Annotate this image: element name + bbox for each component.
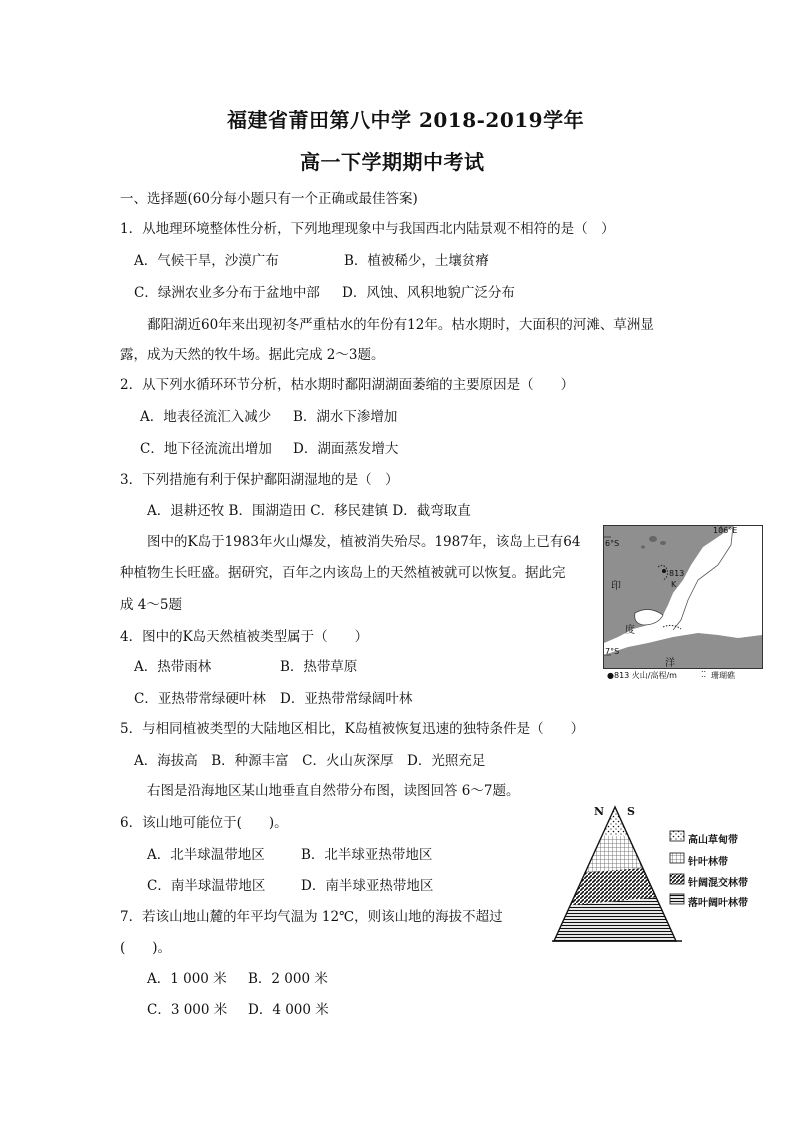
legend-coniferous-forest: 针叶林带 bbox=[688, 857, 728, 868]
question-2-option-c: C．地下径流流出增加 bbox=[140, 441, 272, 457]
question-3-options: A．退耕还牧 B．围湖造田 C．移民建镇 D．截弯取直 bbox=[147, 503, 471, 519]
question-4-option-d: D．亚热带常绿阔叶林 bbox=[280, 691, 413, 707]
map-legend-volcano: ●813 火山/高程/m bbox=[607, 671, 677, 680]
map-latitude-bottom: 7°S bbox=[605, 647, 620, 656]
map-longitude-label: 106°E bbox=[713, 526, 738, 535]
map-legend-reef-icon: ⁚⁚ bbox=[701, 670, 707, 679]
question-7-stem-2: ( )。 bbox=[120, 940, 172, 956]
question-7-option-d: D．4 000 米 bbox=[248, 1002, 329, 1018]
question-6-option-a: A．北半球温带地区 bbox=[147, 847, 265, 863]
page-title: 福建省莆田第八中学 2018-2019学年 bbox=[227, 108, 585, 132]
question-2-option-d: D．湖面蒸发增大 bbox=[293, 441, 399, 457]
map-latitude-top: 6°S bbox=[605, 539, 620, 548]
question-2-stem: 2．从下列水循环环节分析，枯水期时鄱阳湖湖面萎缩的主要原因是（ ） bbox=[120, 377, 575, 393]
question-6-option-b: B．北半球亚热带地区 bbox=[301, 847, 433, 863]
legend-deciduous-forest: 落叶阔叶林带 bbox=[688, 898, 748, 909]
question-6-stem: 6．该山地可能位于( )。 bbox=[120, 815, 288, 831]
question-2-option-a: A．地表径流汇入减少 bbox=[140, 409, 272, 425]
material-2-line-2: 种植物生长旺盛。据研究，百年之内该岛上的天然植被就可以恢复。据此完 bbox=[120, 565, 566, 581]
question-4-option-b: B．热带草原 bbox=[280, 659, 358, 675]
material-3: 右图是沿海地区某山地垂直自然带分布图，读图回答 6～7题。 bbox=[147, 783, 520, 799]
question-1-option-b: B．植被稀少，土壤贫瘠 bbox=[344, 253, 489, 269]
map-island-label: K bbox=[671, 580, 677, 589]
map-volcano-height: 813 bbox=[669, 569, 685, 578]
legend-alpine-meadow: 高山草甸带 bbox=[688, 835, 738, 846]
map-land-label-3: 洋 bbox=[665, 658, 675, 669]
question-7-option-c: C．3 000 米 bbox=[147, 1002, 228, 1018]
question-1-stem: 1．从地理环境整体性分析，下列地理现象中与我国西北内陆景观不相符的是（ ） bbox=[120, 221, 615, 237]
question-1-option-a: A．气候干旱，沙漠广布 bbox=[134, 253, 279, 269]
mountain-north-label: N bbox=[594, 805, 605, 818]
map-land-label-1: 印 bbox=[611, 581, 621, 592]
map-legend-reef: 珊瑚礁 bbox=[711, 671, 735, 680]
question-3-stem: 3．下列措施有利于保护鄱阳湖湿地的是（ ） bbox=[120, 472, 399, 488]
question-6-option-d: D．南半球亚热带地区 bbox=[301, 878, 434, 894]
k-island-map bbox=[603, 525, 763, 683]
material-2-line-1: 图中的K岛于1983年火山爆发，植被消失殆尽。1987年，该岛上已有64 bbox=[147, 534, 581, 550]
question-1-option-d: D．风蚀、风积地貌广泛分布 bbox=[342, 285, 515, 301]
section-heading: 一、选择题(60分每小题只有一个正确或最佳答案) bbox=[120, 191, 418, 207]
question-7-stem: 7．若该山地山麓的年平均气温为 12℃，则该山地的海拔不超过 bbox=[120, 909, 503, 925]
question-4-stem: 4．图中的K岛天然植被类型属于（ ） bbox=[120, 629, 369, 645]
map-graphic bbox=[603, 525, 763, 683]
material-1-line-2: 露，成为天然的牧牛场。据此完成 2～3题。 bbox=[120, 347, 385, 363]
question-7-option-b: B．2 000 米 bbox=[248, 971, 328, 987]
mountain-zonation-diagram bbox=[552, 795, 762, 945]
map-land-label-2: 度 bbox=[625, 625, 635, 636]
question-7-option-a: A．1 000 米 bbox=[147, 971, 227, 987]
material-2-line-3: 成 4～5题 bbox=[120, 597, 182, 613]
mountain-south-label: S bbox=[627, 805, 635, 818]
question-6-option-c: C．南半球温带地区 bbox=[147, 878, 266, 894]
page-subtitle: 高一下学期期中考试 bbox=[300, 150, 485, 174]
question-5-options: A．海拔高 B．种源丰富 C．火山灰深厚 D．光照充足 bbox=[134, 753, 486, 769]
question-2-option-b: B．湖水下渗增加 bbox=[293, 409, 398, 425]
mountain-graphic bbox=[552, 795, 762, 945]
question-5-stem: 5．与相同植被类型的大陆地区相比，K岛植被恢复迅速的独特条件是（ ） bbox=[120, 721, 585, 737]
question-4-option-a: A．热带雨林 bbox=[134, 659, 212, 675]
question-4-option-c: C．亚热带常绿硬叶林 bbox=[134, 691, 266, 707]
question-1-option-c: C．绿洲农业多分布于盆地中部 bbox=[134, 285, 320, 301]
legend-mixed-forest: 针阔混交林带 bbox=[688, 878, 748, 889]
material-1-line-1: 鄱阳湖近60年来出现初冬严重枯水的年份有12年。枯水期时，大面积的河滩、草洲显 bbox=[147, 317, 654, 333]
